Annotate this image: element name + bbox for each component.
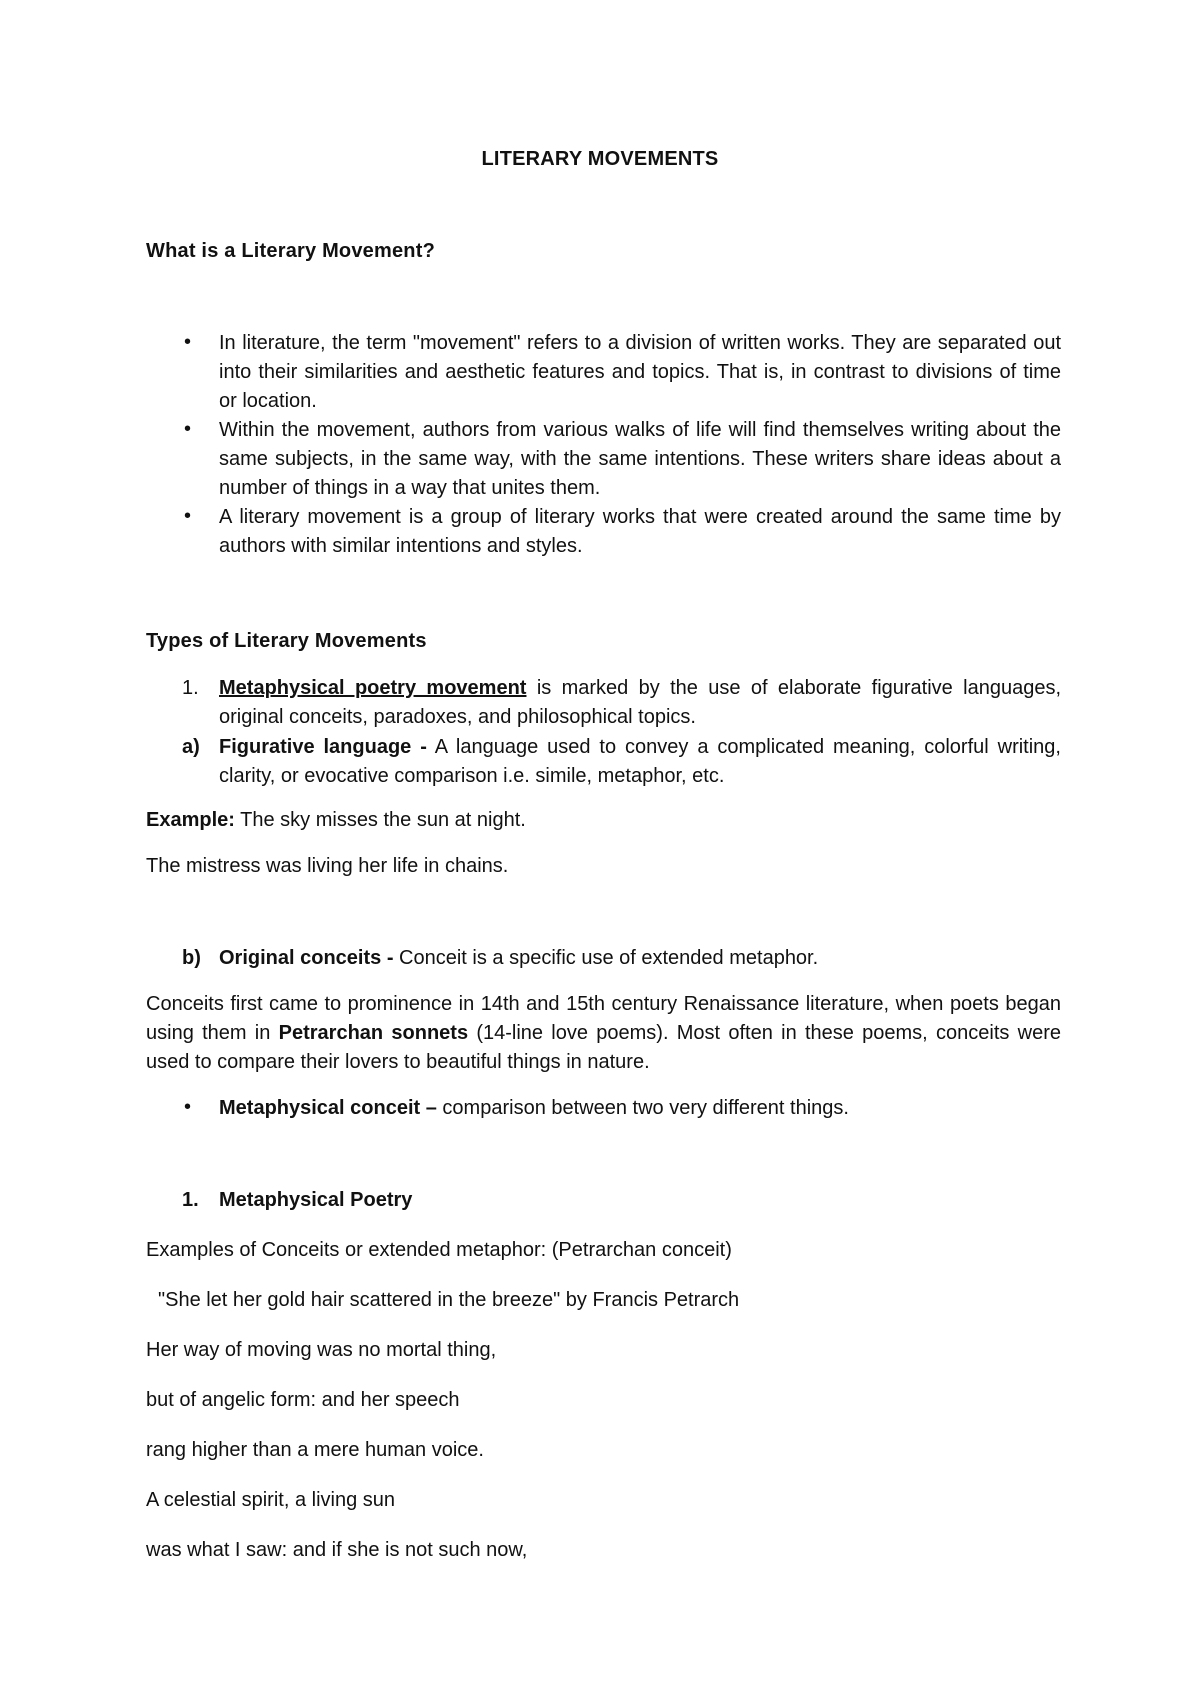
section-heading-what-is: What is a Literary Movement? bbox=[146, 240, 435, 262]
poem-line: rang higher than a mere human voice. bbox=[146, 1439, 484, 1461]
term-metaphysical-poetry-movement: Metaphysical poetry movement bbox=[219, 677, 527, 699]
term-petrarchan-sonnets: Petrarchan sonnets bbox=[278, 1022, 469, 1044]
example-text: The sky misses the sun at night. bbox=[234, 809, 526, 831]
item-text: Conceit is a specific use of extended metaphor. bbox=[393, 947, 819, 969]
bullet-metaphysical-conceit bbox=[146, 1094, 1061, 1123]
lettered-item-original-conceits bbox=[146, 944, 1061, 973]
heading-text: Metaphysical Poetry bbox=[219, 1189, 413, 1211]
list-item bbox=[146, 503, 1061, 561]
poem-line: was what I saw: and if she is not such now, bbox=[146, 1539, 528, 1561]
poem-line: but of angelic form: and her speech bbox=[146, 1389, 460, 1411]
list-item bbox=[146, 329, 1061, 416]
item-number: 1. bbox=[182, 677, 199, 699]
item-letter: b) bbox=[182, 947, 201, 969]
bullet-text: In literature, the term "movement" refers to a division of written works. They are separated out into their similarities and aesthetic features and topics. That is, in contrast to divisions of time or location. bbox=[219, 332, 1061, 412]
bullet-list bbox=[146, 329, 1061, 561]
example-line bbox=[146, 806, 1061, 835]
bullet-icon: • bbox=[184, 1096, 192, 1118]
poem-line: A celestial spirit, a living sun bbox=[146, 1489, 396, 1511]
item-text: is marked by the use of elaborate figurative languages, original conceits, paradoxes, and philosophical topics. bbox=[219, 677, 1062, 728]
paragraph-text: (14-line love poems). Most often in these poems, conceits were used to compare their lovers to beautiful things in nature. bbox=[146, 1022, 1061, 1073]
example-label: Example: bbox=[146, 809, 235, 831]
item-text: comparison between two very different things. bbox=[436, 1097, 849, 1119]
item-text: A language used to convey a complicated meaning, colorful writing, clarity, or evocative comparison i.e. simile, metaphor, etc. bbox=[219, 736, 1061, 787]
poem-title: "She let her gold hair scattered in the breeze" by Francis Petrarch bbox=[158, 1289, 740, 1311]
bullet-text: A literary movement is a group of literary works that were created around the same time by authors with similar intentions and styles. bbox=[219, 506, 1061, 557]
bullet-icon: • bbox=[184, 505, 192, 527]
item-letter: a) bbox=[182, 736, 200, 758]
conceits-paragraph bbox=[146, 990, 1061, 1077]
section-heading-types: Types of Literary Movements bbox=[146, 630, 427, 652]
term-figurative-language: Figurative language - bbox=[219, 736, 427, 758]
lettered-item-figurative-language bbox=[146, 733, 1061, 791]
example-line-2: The mistress was living her life in chains. bbox=[146, 855, 509, 877]
term-original-conceits: Original conceits - bbox=[219, 947, 394, 969]
section-heading-metaphysical-poetry bbox=[146, 1186, 1061, 1215]
bullet-icon: • bbox=[184, 418, 192, 440]
bullet-text: Within the movement, authors from various walks of life will find themselves writing about the same subjects, in the same way, with the same intentions. These writers share ideas about a number of things in a way that unites them. bbox=[219, 419, 1061, 499]
examples-intro: Examples of Conceits or extended metaphor: (Petrarchan conceit) bbox=[146, 1239, 732, 1261]
document-title: LITERARY MOVEMENTS bbox=[481, 148, 719, 170]
numbered-item-metaphysical-poetry-movement bbox=[146, 674, 1061, 732]
item-number: 1. bbox=[182, 1189, 199, 1211]
list-item bbox=[146, 416, 1061, 503]
bullet-icon: • bbox=[184, 331, 192, 353]
term-metaphysical-conceit: Metaphysical conceit – bbox=[219, 1097, 437, 1119]
paragraph-text: Conceits first came to prominence in 14th and 15th century Renaissance literature, when poets began using them in bbox=[146, 993, 1061, 1044]
poem-line: Her way of moving was no mortal thing, bbox=[146, 1339, 497, 1361]
